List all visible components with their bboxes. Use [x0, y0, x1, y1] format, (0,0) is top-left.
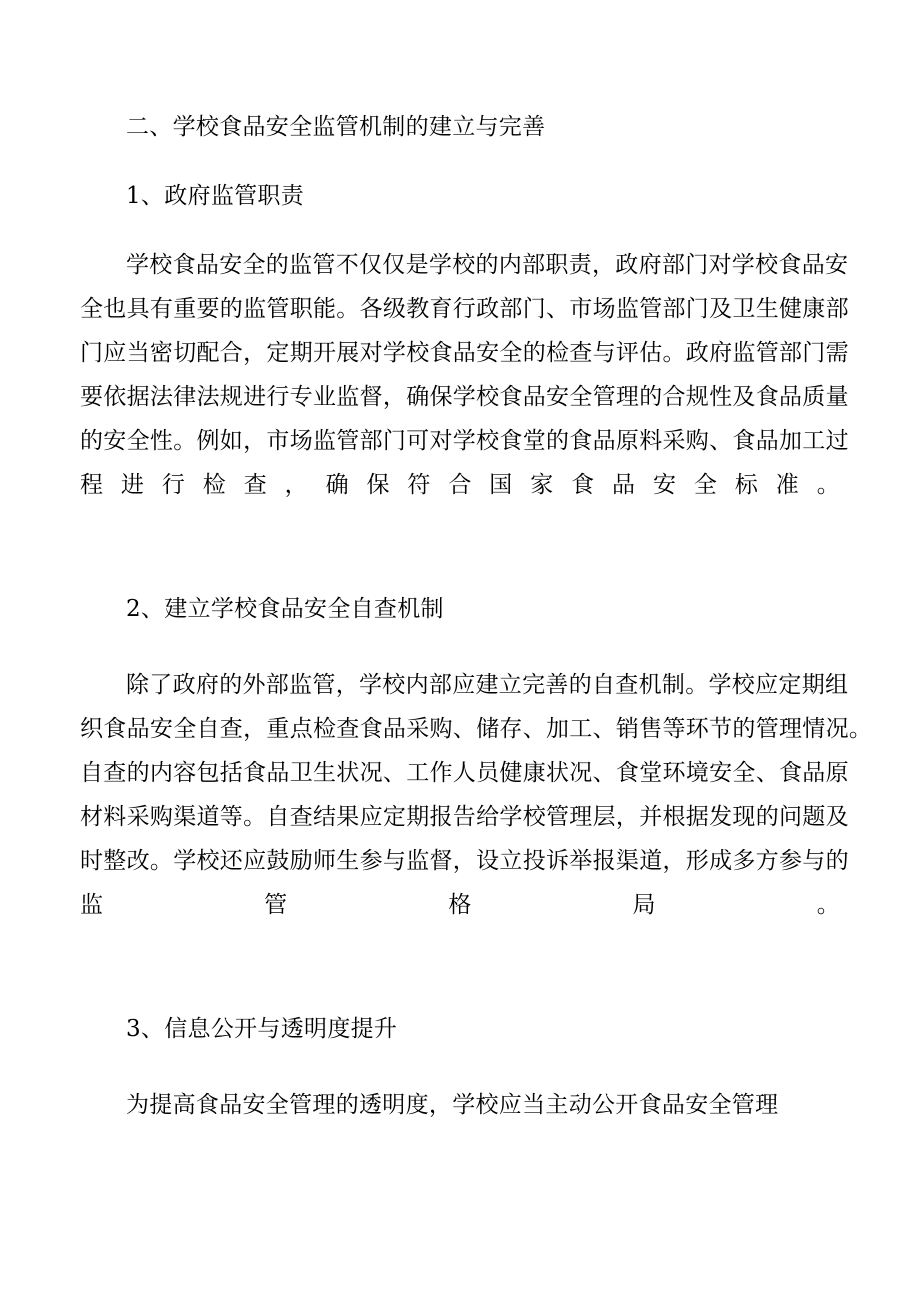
paragraph-line: 程进行检查，确保符合国家食品安全标准。	[80, 472, 840, 498]
subsection-heading-2: 2、建立学校食品安全自查机制	[126, 596, 444, 622]
subsection-heading-1: 1、政府监管职责	[126, 183, 305, 209]
paragraph-line: 除了政府的外部监管，学校内部应建立完善的自查机制。学校应定期组	[126, 672, 849, 698]
paragraph-line: 材料采购渠道等。自查结果应定期报告给学校管理层，并根据发现的问题及	[80, 804, 849, 830]
paragraph-line: 织食品安全自查，重点检查食品采购、储存、加工、销售等环节的管理情况。	[80, 716, 873, 742]
paragraph-line: 为提高食品安全管理的透明度，学校应当主动公开食品安全管理	[126, 1092, 779, 1118]
paragraph-line: 监管格局。	[80, 892, 840, 918]
subsection-heading-3: 3、信息公开与透明度提升	[126, 1016, 398, 1042]
paragraph-line: 时整改。学校还应鼓励师生参与监督，设立投诉举报渠道，形成多方参与的	[80, 848, 849, 874]
paragraph-line: 要依据法律法规进行专业监督，确保学校食品安全管理的合规性及食品质量	[80, 384, 849, 410]
paragraph-line: 的安全性。例如，市场监管部门可对学校食堂的食品原料采购、食品加工过	[80, 428, 849, 454]
paragraph-line: 学校食品安全的监管不仅仅是学校的内部职责，政府部门对学校食品安	[126, 252, 849, 278]
section-heading: 二、学校食品安全监管机制的建立与完善	[126, 114, 546, 140]
paragraph-line: 门应当密切配合，定期开展对学校食品安全的检查与评估。政府监管部门需	[80, 340, 849, 366]
paragraph-line: 自查的内容包括食品卫生状况、工作人员健康状况、食堂环境安全、食品原	[80, 760, 849, 786]
paragraph-line: 全也具有重要的监管职能。各级教育行政部门、市场监管部门及卫生健康部	[80, 296, 849, 322]
